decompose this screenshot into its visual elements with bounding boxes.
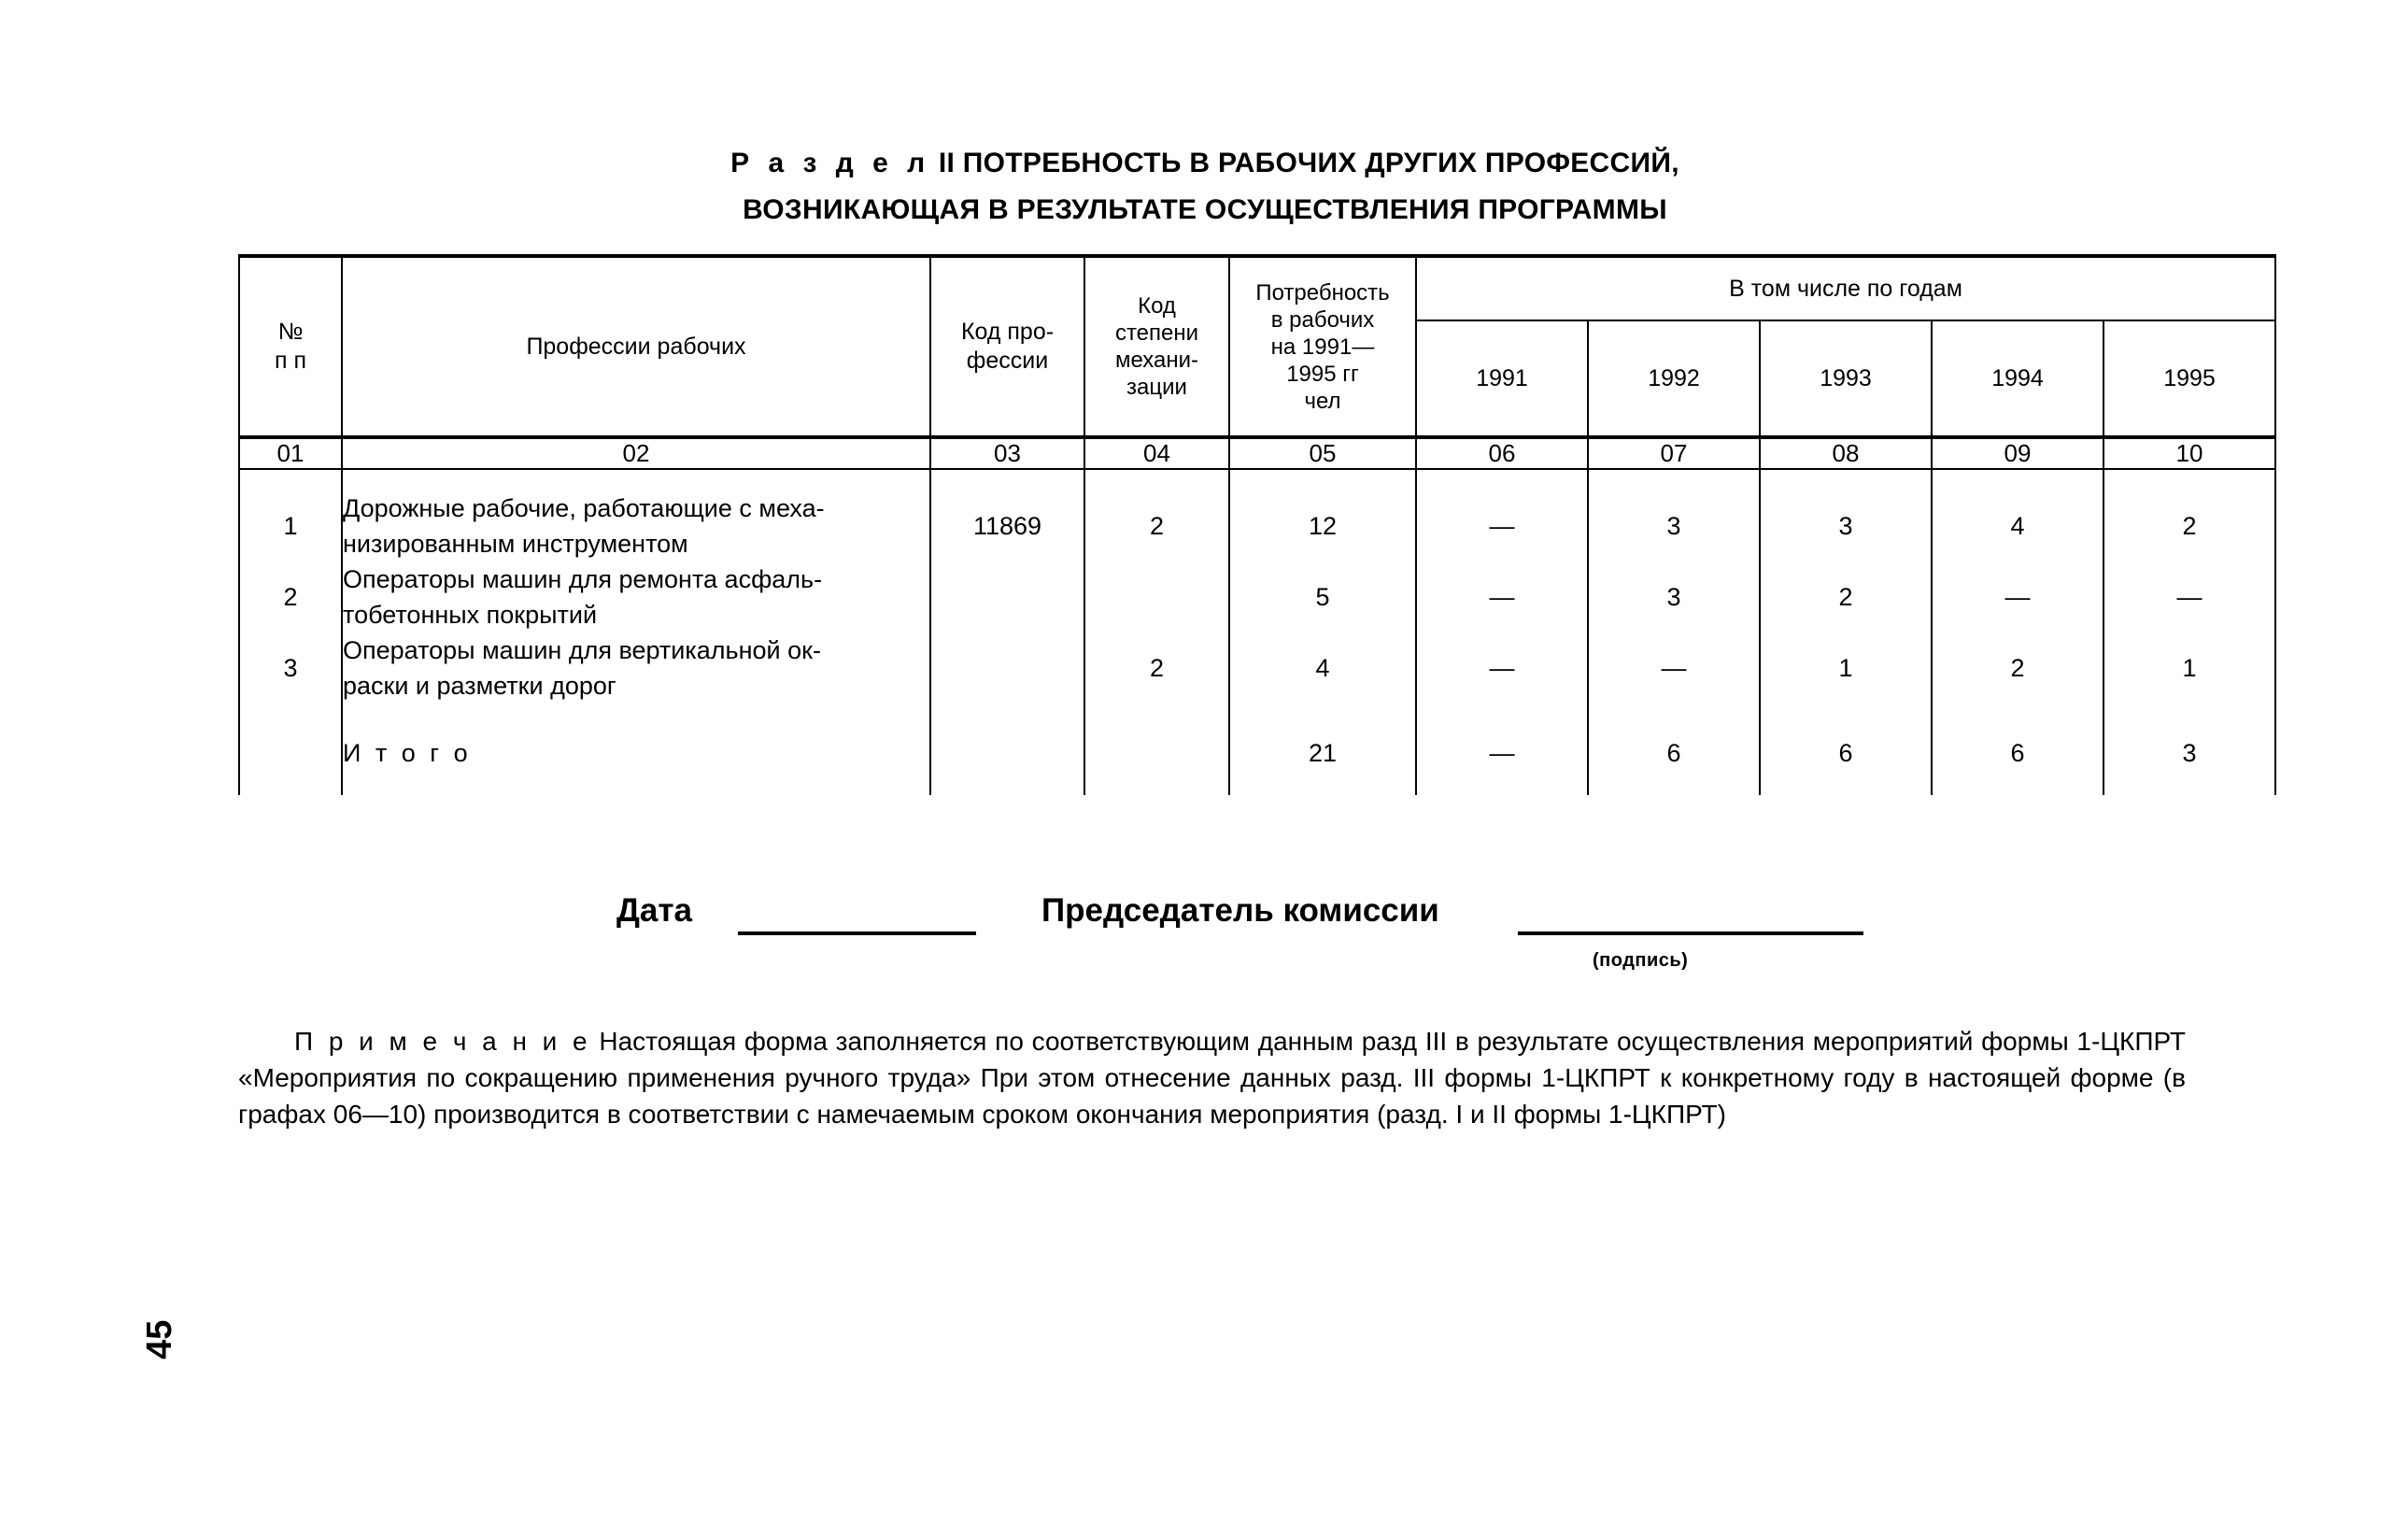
- colnum-02: 02: [342, 437, 930, 469]
- colnum-10: 10: [2103, 437, 2275, 469]
- header-year-1991: 1991: [1416, 320, 1588, 437]
- header-np-line1: №: [277, 319, 304, 345]
- row-3-code-mechanization: 2: [1084, 633, 1229, 704]
- date-label: Дата: [616, 892, 693, 929]
- row-1-y1995: 2: [2103, 490, 2275, 561]
- bottom-1992: [1588, 771, 1760, 795]
- total-label: И т о г о: [342, 735, 930, 771]
- row-2-profession-line2: тобетонных покрытий: [343, 601, 598, 629]
- row-1-y1992: 3: [1588, 490, 1760, 561]
- colnum-01: 01: [239, 437, 342, 469]
- spacer-code-prof: [930, 469, 1084, 490]
- total-np: [239, 735, 342, 771]
- page-title: [243, 140, 2167, 234]
- colnum-05: 05: [1229, 437, 1416, 469]
- total-y1992: 6: [1588, 735, 1760, 771]
- colnum-03: 03: [930, 437, 1084, 469]
- signature-caption: (подпись): [1593, 950, 1689, 971]
- spacer-1992: [1588, 469, 1760, 490]
- chairman-label: Председатель комиссии: [1041, 892, 1439, 929]
- total-code-profession: [930, 735, 1084, 771]
- row-1-profession-line1: Дорожные рабочие, работающие с меха-: [343, 494, 825, 522]
- header-np-line2: п п: [274, 348, 307, 374]
- row-1-y1993: 3: [1760, 490, 1932, 561]
- row-1-code-mechanization: 2: [1084, 490, 1229, 561]
- spacer-need: [1229, 469, 1416, 490]
- header-code-mech-line3: механи-: [1114, 348, 1199, 373]
- row-1-profession-line2: низированным инструментом: [343, 530, 688, 558]
- table-row: [239, 561, 2275, 633]
- bottom-code-prof: [930, 771, 1084, 795]
- row-2-np: 2: [239, 561, 342, 633]
- table-column-numbers-row: [239, 437, 2275, 469]
- note-block: [238, 1023, 2186, 1132]
- header-need-line5: чел: [1304, 388, 1341, 414]
- table-header-row-1: [239, 256, 2275, 320]
- row-1-code-profession: 11869: [930, 490, 1084, 561]
- bottom-1993: [1760, 771, 1932, 795]
- table-total-row: [239, 735, 2275, 771]
- colnum-08: 08: [1760, 437, 1932, 469]
- title-text-1: ПОТРЕБНОСТЬ В РАБОЧИХ ДРУГИХ ПРОФЕССИЙ,: [962, 148, 1679, 178]
- header-year-1995: 1995: [2103, 320, 2275, 437]
- row-3-y1995: 1: [2103, 633, 2275, 704]
- bottom-1991: [1416, 771, 1588, 795]
- gap-1994: [1932, 704, 2103, 735]
- row-3-y1993: 1: [1760, 633, 1932, 704]
- row-2-code-mechanization: [1084, 561, 1229, 633]
- section-label: Р а з д е л: [730, 148, 931, 178]
- total-y1993: 6: [1760, 735, 1932, 771]
- title-line-2: ВОЗНИКАЮЩАЯ В РЕЗУЛЬТАТЕ ОСУЩЕСТВЛЕНИЯ ПРОГРАММЫ: [743, 194, 1667, 225]
- header-code-prof-line1: Код про-: [960, 319, 1055, 345]
- row-2-y1994: —: [1932, 561, 2103, 633]
- header-year-1994: 1994: [1932, 320, 2103, 437]
- row-2-profession-line1: Операторы машин для ремонта асфаль-: [343, 565, 823, 593]
- row-1-np: 1: [239, 490, 342, 561]
- gap-need: [1229, 704, 1416, 735]
- spacer-1993: [1760, 469, 1932, 490]
- colnum-09: 09: [1932, 437, 2103, 469]
- gap-np: [239, 704, 342, 735]
- row-1-profession: [342, 490, 930, 561]
- gap-prof: [342, 704, 930, 735]
- row-2-y1993: 2: [1760, 561, 1932, 633]
- colnum-04: 04: [1084, 437, 1229, 469]
- gap-code-mech: [1084, 704, 1229, 735]
- header-code-mechanization: [1084, 256, 1229, 437]
- colnum-07: 07: [1588, 437, 1760, 469]
- header-profession: Профессии рабочих: [342, 256, 930, 437]
- gap-1992: [1588, 704, 1760, 735]
- table-row: [239, 633, 2275, 704]
- row-3-y1992: —: [1588, 633, 1760, 704]
- table-row: [239, 490, 2275, 561]
- header-code-profession: [930, 256, 1084, 437]
- header-need-line2: в рабочих: [1270, 306, 1375, 333]
- spacer-1994: [1932, 469, 2103, 490]
- header-code-mech-line2: степени: [1114, 320, 1199, 346]
- bottom-np: [239, 771, 342, 795]
- row-3-need: 4: [1229, 633, 1416, 704]
- total-y1995: 3: [2103, 735, 2275, 771]
- row-3-code-profession: [930, 633, 1084, 704]
- row-3-profession-line1: Операторы машин для вертикальной ок-: [343, 636, 821, 664]
- section-number: II: [938, 148, 956, 178]
- bottom-1995: [2103, 771, 2275, 795]
- row-1-need: 12: [1229, 490, 1416, 561]
- spacer-1995: [2103, 469, 2275, 490]
- header-year-1992: 1992: [1588, 320, 1760, 437]
- row-3-np: 3: [239, 633, 342, 704]
- table-gap-row: [239, 704, 2275, 735]
- header-need-line4: 1995 гг: [1286, 361, 1359, 387]
- row-3-y1991: —: [1416, 633, 1588, 704]
- date-fill-line[interactable]: [738, 931, 976, 935]
- note-lead: П р и м е ч а н и е: [294, 1027, 591, 1056]
- header-code-prof-line2: фессии: [966, 348, 1049, 374]
- header-code-mech-line4: зации: [1126, 375, 1187, 400]
- needs-table: [238, 254, 2276, 795]
- row-2-y1991: —: [1416, 561, 1588, 633]
- gap-1991: [1416, 704, 1588, 735]
- header-code-mech-line1: Код: [1138, 293, 1176, 319]
- header-need-line1: Потребность: [1255, 279, 1390, 306]
- row-1-y1991: —: [1416, 490, 1588, 561]
- row-2-y1995: —: [2103, 561, 2275, 633]
- row-3-profession-line2: раски и разметки дорог: [343, 672, 616, 700]
- gap-code-prof: [930, 704, 1084, 735]
- page-number: 45: [140, 1319, 179, 1359]
- spacer-prof: [342, 469, 930, 490]
- bottom-1994: [1932, 771, 2103, 795]
- table-bottom-row: [239, 771, 2275, 795]
- note-paragraph: [238, 1023, 2186, 1132]
- bottom-need: [1229, 771, 1416, 795]
- row-3-profession: [342, 633, 930, 704]
- spacer-1991: [1416, 469, 1588, 490]
- table-spacer-row: [239, 469, 2275, 490]
- row-2-profession: [342, 561, 930, 633]
- total-need: 21: [1229, 735, 1416, 771]
- colnum-06: 06: [1416, 437, 1588, 469]
- header-total-need: [1229, 256, 1416, 437]
- header-years-group: В том числе по годам: [1416, 256, 2275, 320]
- note-text: Настоящая форма заполняется по соответствующим данным разд III в результате осуществления мероприятий формы 1-ЦКПРТ «Мероприятия по сокращению применения ручного труда» При этом отнесение данных разд. III формы 1-ЦКПРТ к конкретному году в настоящей форме (в графах 06—10) производится в соответствии с намечаемым сроком окончания мероприятия (разд. I и II формы 1-ЦКПРТ): [238, 1027, 2187, 1129]
- bottom-prof: [342, 771, 930, 795]
- signature-fill-line[interactable]: [1518, 931, 1863, 935]
- title-line-1: [243, 140, 2167, 187]
- row-2-code-profession: [930, 561, 1084, 633]
- total-code-mechanization: [1084, 735, 1229, 771]
- row-2-y1992: 3: [1588, 561, 1760, 633]
- row-3-y1994: 2: [1932, 633, 2103, 704]
- header-need-line3: на 1991—: [1270, 334, 1375, 360]
- header-np: [239, 256, 342, 437]
- header-year-1993: 1993: [1760, 320, 1932, 437]
- gap-1993: [1760, 704, 1932, 735]
- gap-1995: [2103, 704, 2275, 735]
- row-2-need: 5: [1229, 561, 1416, 633]
- needs-table-wrapper: [238, 254, 2274, 795]
- total-y1994: 6: [1932, 735, 2103, 771]
- row-1-y1994: 4: [1932, 490, 2103, 561]
- spacer-np: [239, 469, 342, 490]
- total-y1991: —: [1416, 735, 1588, 771]
- bottom-code-mech: [1084, 771, 1229, 795]
- spacer-code-mech: [1084, 469, 1229, 490]
